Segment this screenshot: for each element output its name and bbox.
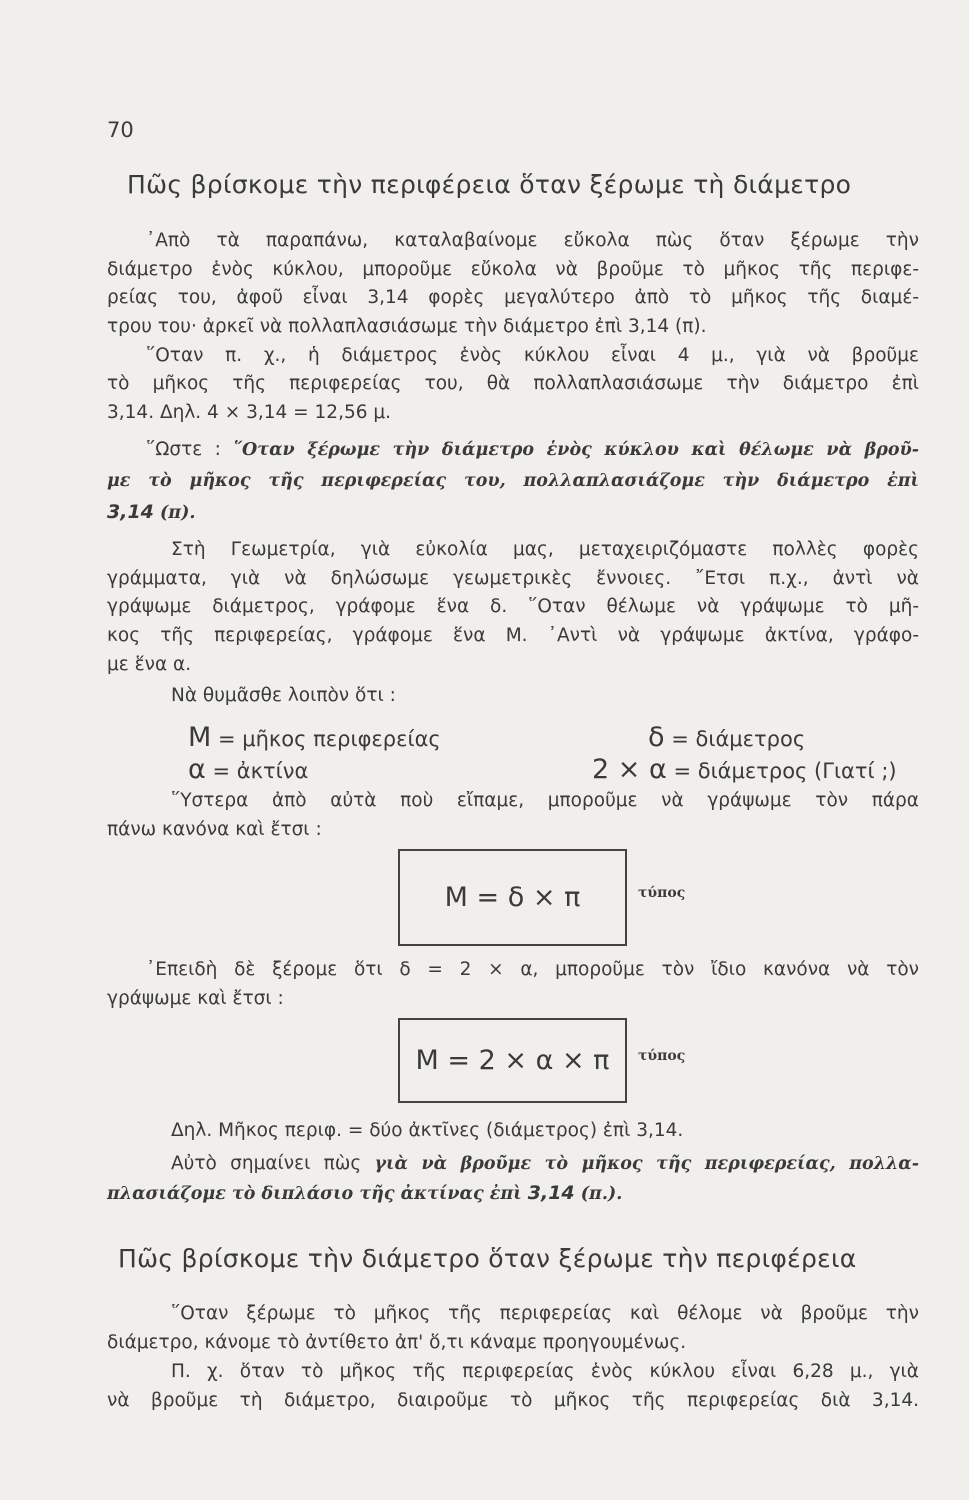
text-line: με ἕνα α. — [107, 654, 192, 675]
symbol-delta: δ — [648, 722, 665, 753]
text-line: πάνω κανόνα καὶ ἔτσι : — [107, 819, 322, 840]
text-line: γράμματα, γιὰ νὰ δηλώσωμε γεωμετρικὲς ἔννοιες. ῎Ετσι π.χ., ἀντὶ νὰ — [107, 568, 919, 589]
text-line: ρείας του, ἀφοῦ εἶναι 3,14 φορὲς μεγαλύτερο ἀπὸ τὸ μῆκος τῆς διαμέ- — [107, 287, 919, 308]
text-line: διάμετρο ἑνὸς κύκλου, μποροῦμε εὔκολα νὰ βροῦμε τὸ μῆκος τῆς περιφε- — [107, 259, 919, 280]
text-line: τὸ μῆκος τῆς περιφερείας του, θὰ πολλαπλασιάσωμε τὴν διάμετρο ἐπὶ — [107, 373, 919, 394]
rule-line — [146, 441, 919, 460]
text-line — [171, 1155, 919, 1174]
text-line: ᾿Επειδὴ δὲ ξέρομε ὅτι δ = 2 × α, μποροῦμε τὸν ἴδιο κανόνα νὰ τὸν — [146, 959, 919, 980]
rule-number: 3,14 — [107, 501, 154, 523]
definition-radius — [188, 754, 308, 785]
formula-tag: τύπος — [638, 1048, 686, 1064]
section-heading-circumference: Πῶς βρίσκομε τὴν περιφέρεια ὅταν ξέρωμε τὴ διάμετρο — [127, 170, 852, 199]
definition-text: = μῆκος περιφερείας — [217, 727, 441, 751]
text-line: γράψωμε διάμετρος, γράφομε ἕνα δ. ῞Οταν θέλωμε νὰ γράψωμε τὸ μῆ- — [107, 596, 919, 617]
formula-tag: τύπος — [638, 885, 686, 901]
definition-length — [188, 722, 441, 753]
symbol-M: Μ — [188, 722, 212, 753]
text-line: ᾿Απὸ τὰ παραπάνω, καταλαβαίνομε εὔκολα πὼς ὅταν ξέρωμε τὴν — [146, 230, 919, 251]
definition-two-radius — [592, 754, 897, 785]
rule-lead: ῞Ωστε : — [146, 439, 234, 460]
formula-box: Μ = δ × π — [398, 849, 627, 946]
rule-text: ῞Οταν ξέρωμε τὴν διάμετρο ἑνὸς κύκλου καὶ θέλωμε νὰ βροῦ- — [233, 440, 919, 460]
text-line — [107, 1184, 622, 1204]
definition-text: = ἀκτίνα — [212, 759, 309, 783]
italic-number: 3,14 — [527, 1182, 575, 1204]
text-line: 3,14. Δηλ. 4 × 3,14 = 12,56 μ. — [107, 402, 392, 423]
rule-text: (π). — [153, 503, 196, 523]
text-line: ῞Οταν ξέρωμε τὸ μῆκος τῆς περιφερείας καὶ θέλομε νὰ βροῦμε τὴν — [171, 1303, 919, 1324]
text-line: κος τῆς περιφερείας, γράφομε ἕνα Μ. ᾿Αντὶ νὰ γράψωμε ἀκτίνα, γράφο- — [107, 625, 919, 646]
rule-line — [107, 503, 195, 523]
text-line: Νὰ θυμᾶσθε λοιπὸν ὅτι : — [171, 685, 396, 706]
italic-text: πλασιάζομε τὸ διπλάσιο τῆς ἀκτίνας ἐπὶ — [107, 1184, 528, 1204]
section-heading-diameter: Πῶς βρίσκομε τὴν διάμετρο ὅταν ξέρωμε τὴν περιφέρεια — [118, 1244, 857, 1273]
italic-text: γιὰ νὰ βροῦμε τὸ μῆκος τῆς περιφερείας, πολλα- — [374, 1154, 919, 1174]
text-line: διάμετρο, κάνομε τὸ ἀντίθετο ἀπ' ὅ,τι κάναμε προηγουμένως. — [107, 1332, 687, 1353]
symbol-alpha: α — [188, 754, 206, 785]
page-number: 70 — [107, 118, 134, 142]
text-span: Αὐτὸ σημαίνει πὼς — [171, 1153, 375, 1174]
rule-line: με τὸ μῆκος τῆς περιφερείας του, πολλαπλασιάζομε τὴν διάμετρο ἐπὶ — [107, 471, 919, 491]
definition-text: = διάμετρος — [671, 727, 806, 751]
definition-text: = διάμετρος (Γιατί ;) — [673, 759, 897, 783]
text-line: Στὴ Γεωμετρία, γιὰ εὐκολία μας, μεταχειριζόμαστε πολλὲς φορὲς — [171, 539, 919, 560]
text-line: τρου του· ἀρκεῖ νὰ πολλαπλασιάσωμε τὴν διάμετρο ἐπὶ 3,14 (π). — [107, 316, 707, 337]
text-line: ῞Υστερα ἀπὸ αὐτὰ ποὺ εἴπαμε, μποροῦμε νὰ γράψωμε τὸν πάρα — [171, 790, 919, 811]
text-line: Π. χ. ὅταν τὸ μῆκος τῆς περιφερείας ἑνὸς κύκλου εἶναι 6,28 μ., γιὰ — [171, 1361, 919, 1382]
text-line: νὰ βροῦμε τὴ διάμετρο, διαιροῦμε τὸ μῆκος τῆς περιφερείας διὰ 3,14. — [107, 1390, 919, 1411]
italic-text: (π.). — [574, 1184, 623, 1204]
symbol-two-alpha: 2 × α — [592, 754, 667, 785]
definition-diameter — [648, 722, 805, 753]
text-line: γράψωμε καὶ ἔτσι : — [107, 988, 284, 1009]
text-line: ῞Οταν π. χ., ἡ διάμετρος ἑνὸς κύκλου εἶναι 4 μ., γιὰ νὰ βροῦμε — [146, 345, 919, 366]
text-line: Δηλ. Μῆκος περιφ. = δύο ἀκτῖνες (διάμετρος) ἐπὶ 3,14. — [171, 1120, 684, 1141]
formula-box: Μ = 2 × α × π — [398, 1018, 627, 1103]
